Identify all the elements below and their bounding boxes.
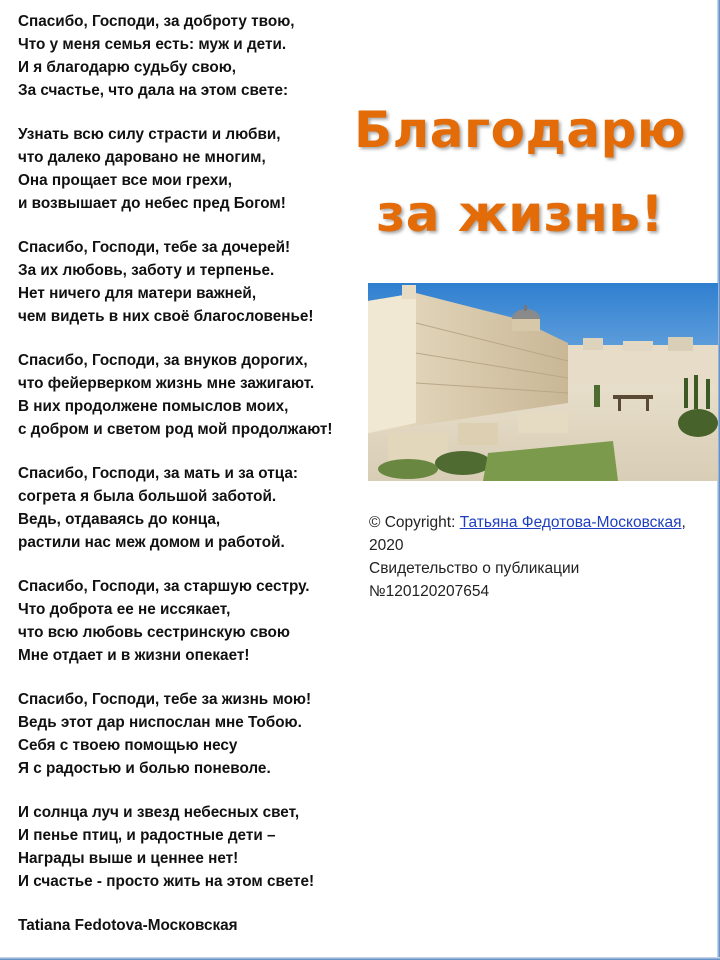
- poem-line: За счастье, что дала на этом свете:: [18, 82, 289, 99]
- poem-signature: Tatiana Fedotova-Московская: [18, 917, 238, 934]
- poem-line: Что у меня семья есть: муж и дети.: [18, 36, 287, 53]
- poem-line: За их любовь, заботу и терпенье.: [18, 262, 275, 279]
- poem-line: Спасибо, Господи, за внуков дорогих,: [18, 352, 308, 369]
- poem-stanza-3: [18, 236, 363, 328]
- poem-stanza-1: [18, 10, 363, 102]
- certificate-number: №120120207654: [369, 583, 490, 600]
- poem-line: что всю любовь сестринскую свою: [18, 624, 290, 641]
- poem-line: Награды выше и ценнее нет!: [18, 850, 239, 867]
- poem-stanza-7: [18, 688, 363, 780]
- poem-line: В них продолжене помыслов моих,: [18, 398, 289, 415]
- page-title: [330, 88, 710, 256]
- poem-stanza-2: [18, 123, 363, 215]
- poem-line: Она прощает все мои грехи,: [18, 172, 233, 189]
- poem-line: Узнать всю силу страсти и любви,: [18, 126, 281, 143]
- copyright-line: [369, 511, 714, 557]
- poem-line: И я благодарю судьбу свою,: [18, 59, 237, 76]
- title-line-1: Благодарю: [354, 101, 686, 159]
- poem-line: И пенье птиц, и радостные дети –: [18, 827, 276, 844]
- poem-stanza-5: [18, 462, 363, 554]
- poem-line: Спасибо, Господи, тебе за дочерей!: [18, 239, 291, 256]
- poem-line: Себя с твоею помощью несу: [18, 737, 238, 754]
- poem-stanza-6: [18, 575, 363, 667]
- poem-line: Ведь этот дар ниспослан мне Тобою.: [18, 714, 302, 731]
- poem-text: [18, 10, 363, 937]
- copyright-year: , 2020: [369, 514, 686, 554]
- poem-line: Ведь, отдаваясь до конца,: [18, 511, 221, 528]
- poem-line: Я с радостью и болью поневоле.: [18, 760, 271, 777]
- poem-line: чем видеть в них своё благословенье!: [18, 308, 314, 325]
- poem-line: Нет ничего для матери важней,: [18, 285, 257, 302]
- author-link[interactable]: Татьяна Федотова-Московская: [459, 514, 682, 531]
- poem-line: что фейерверком жизнь мне зажигают.: [18, 375, 315, 392]
- poem-line: И счастье - просто жить на этом свете!: [18, 873, 315, 890]
- poem-line: растили нас меж домом и работой.: [18, 534, 285, 551]
- poem-line: Спасибо, Господи, тебе за жизнь мою!: [18, 691, 312, 708]
- poem-line: Спасибо, Господи, за мать и за отца:: [18, 465, 298, 482]
- title-line-2: за жизнь!: [376, 185, 664, 243]
- poem-line: Мне отдает и в жизни опекает!: [18, 647, 250, 664]
- poem-line: Спасибо, Господи, за старшую сестру.: [18, 578, 310, 595]
- poem-line: согрета я была большой заботой.: [18, 488, 277, 505]
- poem-stanza-8: [18, 801, 363, 893]
- poem-line: что далеко даровано не многим,: [18, 149, 266, 166]
- certificate-label: Свидетельство о публикации: [369, 560, 580, 577]
- poem-line: Спасибо, Господи, за доброту твою,: [18, 13, 295, 30]
- poem-line: и возвышает до небес пред Богом!: [18, 195, 286, 212]
- copyright-block: [369, 511, 714, 603]
- poem-line: с добром и светом род мой продолжают!: [18, 421, 333, 438]
- poem-line: Что доброта ее не иссякает,: [18, 601, 231, 618]
- poem-line: И солнца луч и звезд небесных свет,: [18, 804, 300, 821]
- poem-stanza-4: [18, 349, 363, 441]
- copyright-prefix: © Copyright:: [369, 514, 460, 531]
- jerusalem-wall-photo: [368, 283, 718, 481]
